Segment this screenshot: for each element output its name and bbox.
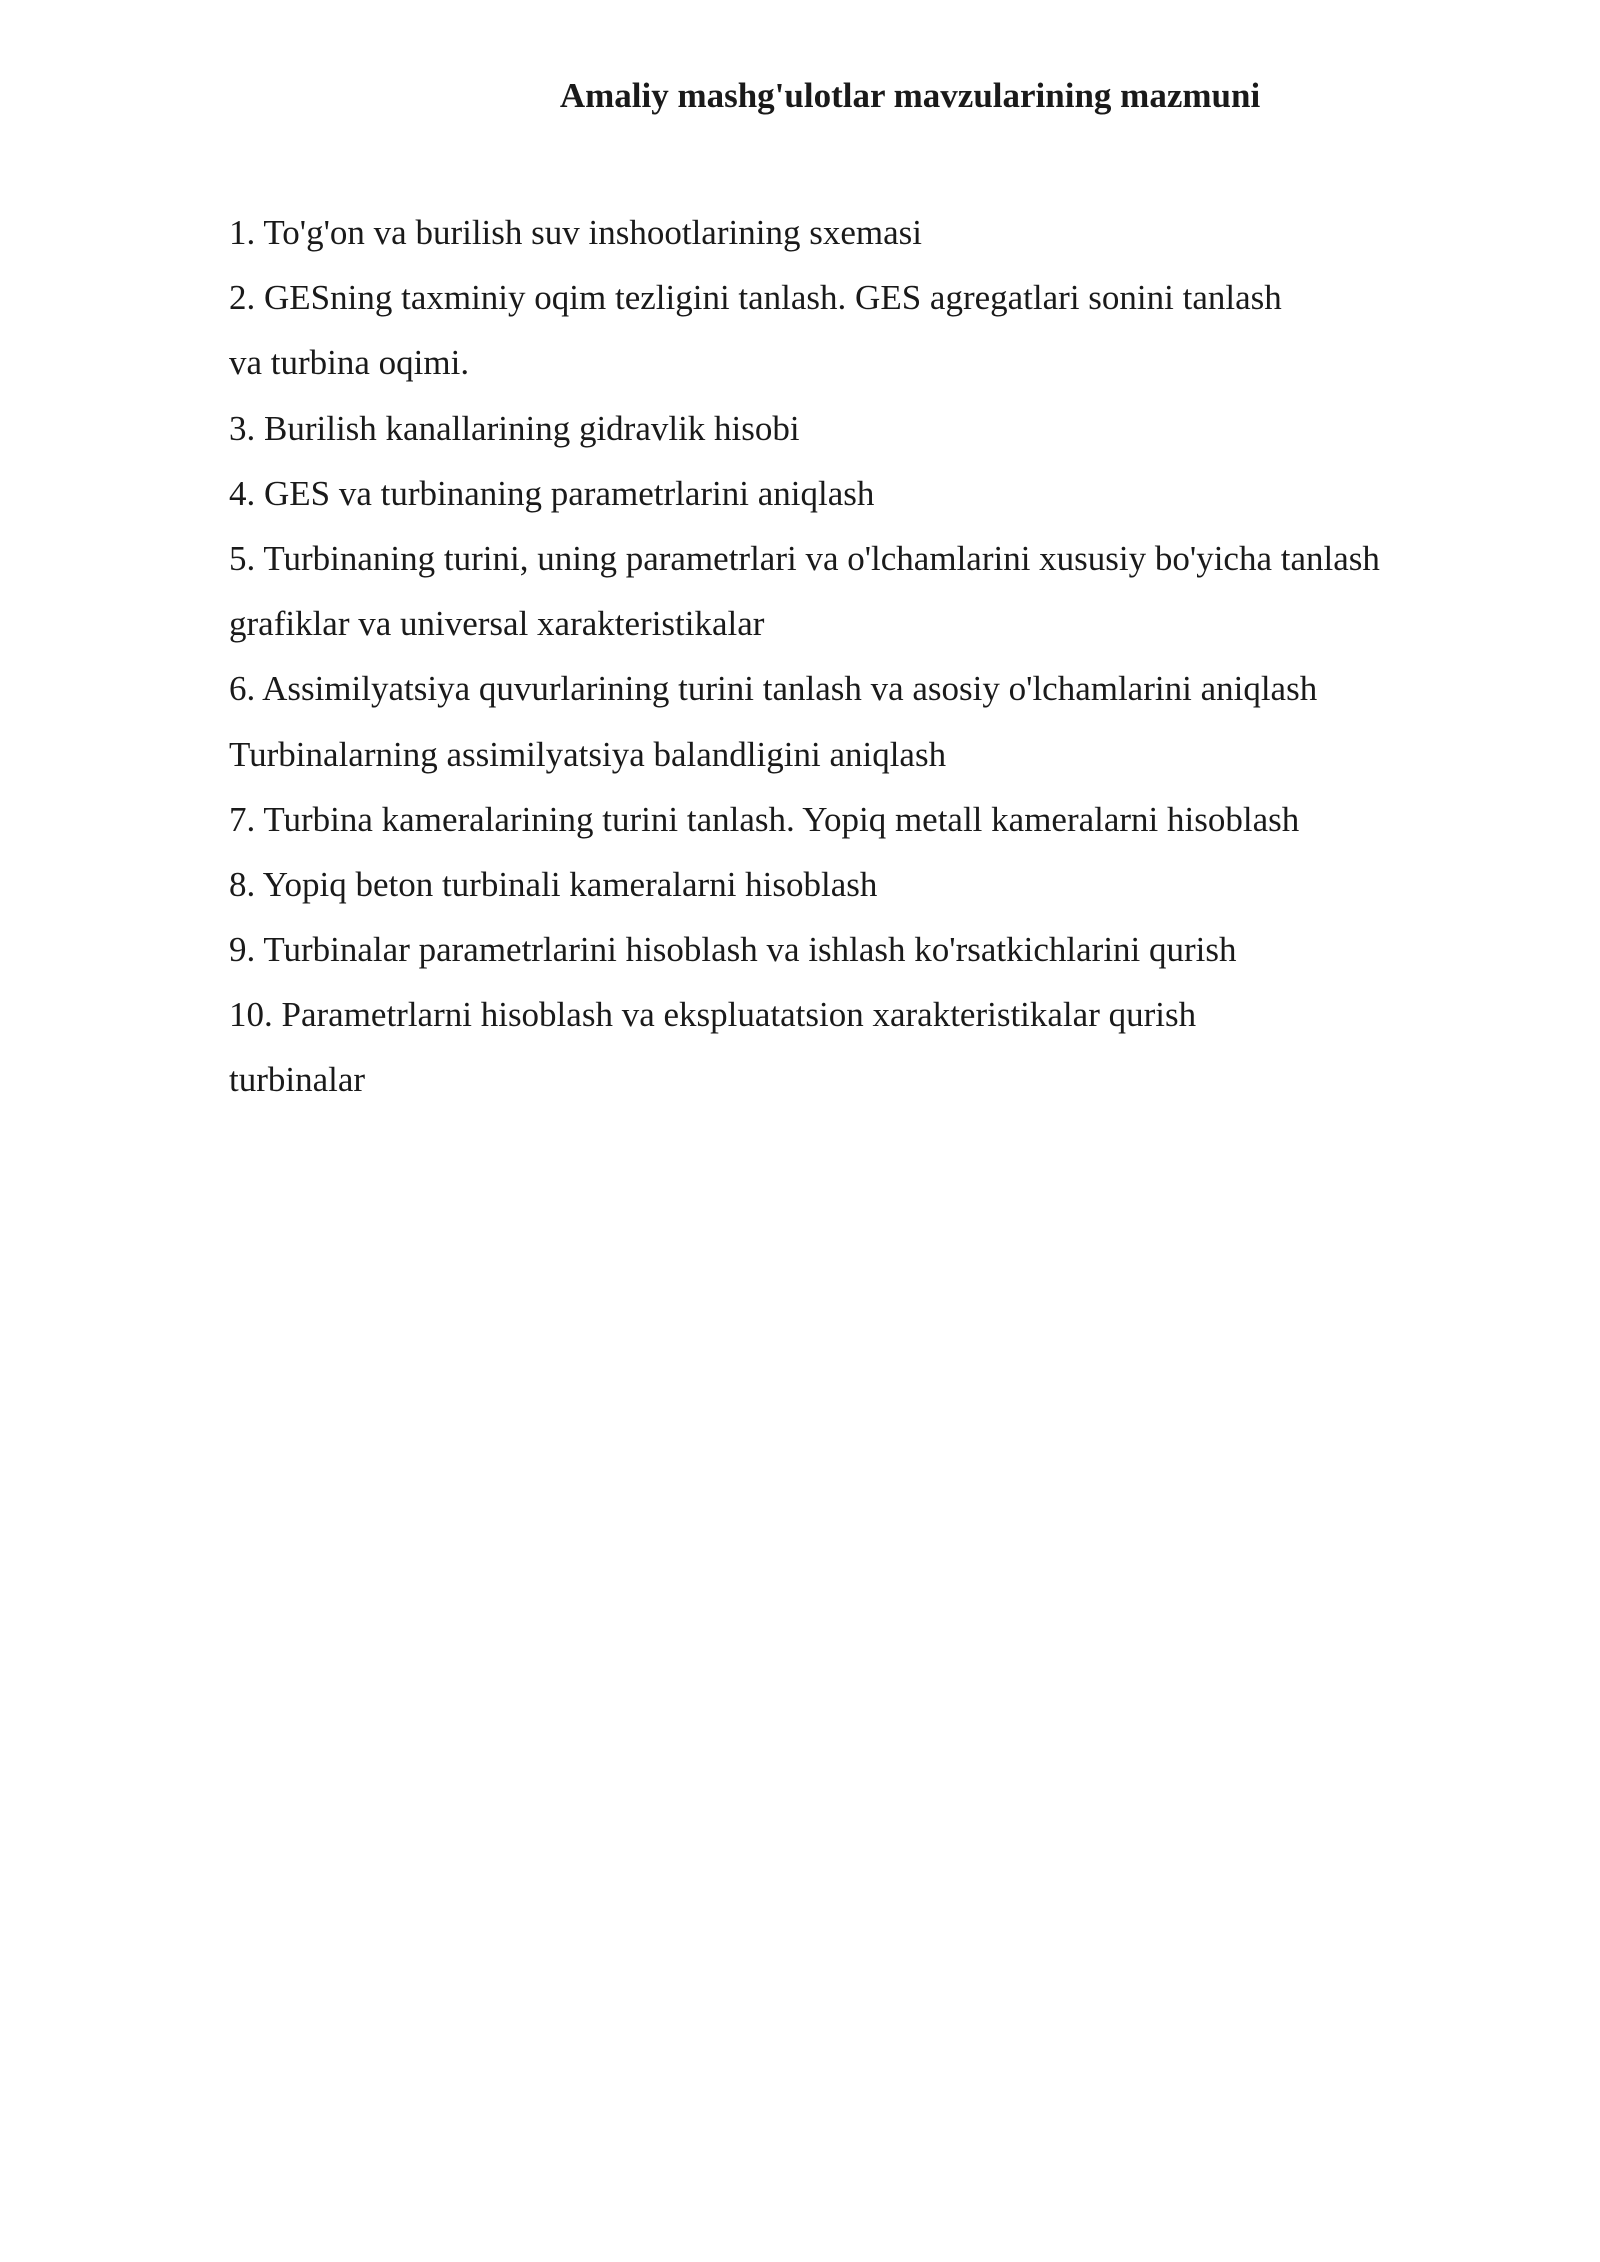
list-item: 1. To'g'on va burilish suv inshootlarining sxemasi [229,213,922,252]
list-item: 2. GESning taxminiy oqim tezligini tanlash. GES agregatlari sonini tanlash [229,278,1282,318]
list-item: turbinalar [229,1060,366,1100]
list-item: 6. Assimilyatsiya quvurlarining turini tanlash va asosiy o'lchamlarini aniqlash [229,669,1318,709]
list-item: Turbinalarning assimilyatsiya balandligini aniqlash [229,734,947,774]
topics-list [229,200,1569,1113]
list-item: va turbina oqimi. [229,343,470,383]
page-title: Amaliy mashg'ulotlar mavzularining mazmuni [559,76,1261,115]
list-item: 10. Parametrlarni hisoblash va ekspluatatsion xarakteristikalar qurish [229,995,1197,1035]
list-item: 4. GES va turbinaning parametrlarini aniqlash [229,473,875,513]
list-item: 3. Burilish kanallarining gidravlik hisobi [229,408,800,448]
list-item: 9. Turbinalar parametrlarini hisoblash va ishlash ko'rsatkichlarini qurish [229,930,1237,970]
list-item: 8. Yopiq beton turbinali kameralarni hisoblash [229,864,878,904]
list-item: 7. Turbina kameralarining turini tanlash. Yopiq metall kameralarni hisoblash [229,799,1300,839]
list-item: 5. Turbinaning turini, uning parametrlari va o'lchamlarini xususiy bo'yicha tanlash [229,538,1380,578]
list-item: grafiklar va universal xarakteristikalar [229,604,765,644]
